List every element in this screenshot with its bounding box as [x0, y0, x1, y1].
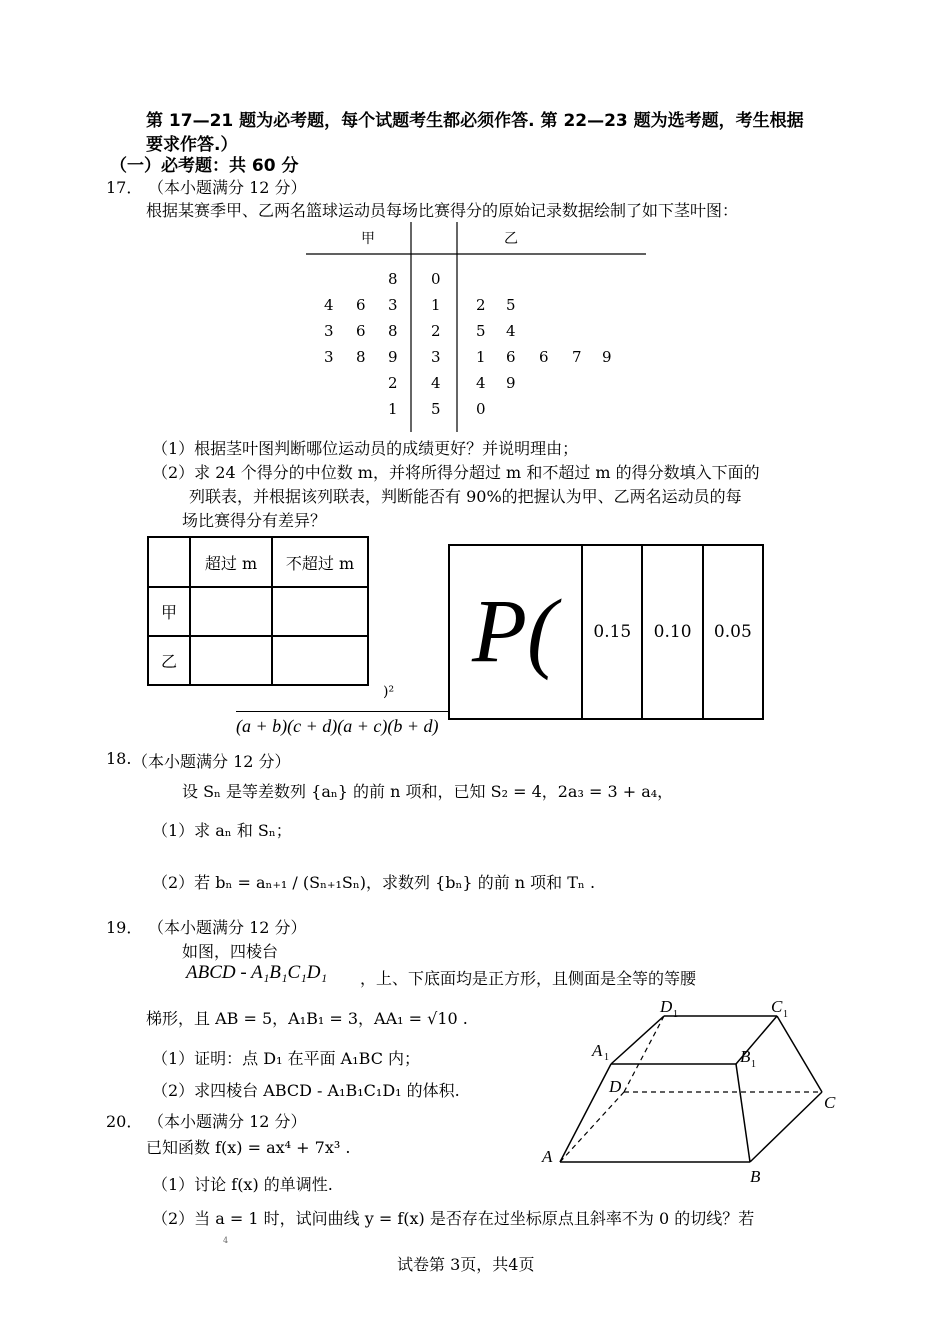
label-B: B: [750, 1167, 761, 1186]
edge-CC1: [777, 1016, 822, 1092]
frustum-figure: [540, 994, 860, 1190]
edge-BC: [750, 1092, 822, 1162]
q19-score: （本小题满分 12 分）: [148, 918, 307, 937]
leaf-left: 3: [388, 296, 398, 314]
label-D: D: [609, 1077, 622, 1096]
q19-line1: 如图，四棱台: [182, 942, 279, 961]
q17-part2-c: 场比赛得分有差异？: [182, 511, 327, 530]
q17-intro: 根据某赛季甲、乙两名篮球运动员每场比赛得分的原始记录数据绘制了如下茎叶图：: [146, 201, 739, 220]
leaf-right: 0: [476, 400, 486, 418]
edge-DD1-hidden: [624, 1016, 664, 1092]
q20-part1: （1）讨论 f(x) 的单调性.: [152, 1175, 333, 1194]
edge-AD-hidden: [560, 1092, 624, 1162]
leaf-right: 4: [506, 322, 516, 340]
leaf-right: 4: [476, 374, 486, 392]
leaf-right: 9: [602, 348, 612, 366]
label-A: A: [542, 1147, 553, 1166]
leaf-right: 2: [476, 296, 486, 314]
q18-part2: （2）若 bₙ = aₙ₊₁ / (Sₙ₊₁Sₙ)，求数列 {bₙ} 的前 n 项和 Tₙ .: [152, 873, 596, 892]
stem-leaf-plot: [306, 222, 651, 432]
p-value-cell: 0.05: [703, 545, 763, 719]
contingency-table: [147, 536, 369, 686]
edge-AA1: [560, 1064, 611, 1162]
q20-stem: 已知函数 f(x) = ax⁴ + 7x³ .: [146, 1138, 351, 1157]
label-B1-sub: 1: [751, 1059, 756, 1070]
instruction-line-2: 要求作答.）: [146, 135, 238, 155]
leaf-left: 4: [324, 296, 334, 314]
leaf-left: 3: [324, 322, 334, 340]
stem-value: 0: [431, 270, 441, 288]
q17-score: （本小题满分 12 分）: [148, 178, 307, 197]
q18-stem: 设 Sₙ 是等差数列 {aₙ} 的前 n 项和，已知 S₂ = 4，2a₃ = 3 + a₄，: [182, 782, 674, 801]
q20-part2: （2）当 a = 1 时，试问曲线 y = f(x) 是否存在过坐标原点且斜率不为 0 的切线？若: [152, 1209, 755, 1228]
contingency-cell: [272, 636, 368, 685]
formula-fraction-bar: [236, 711, 448, 712]
critical-value-table: [448, 544, 764, 720]
stem-value: 4: [431, 374, 441, 392]
edge-D1A1: [611, 1016, 664, 1064]
stem-value: 2: [431, 322, 441, 340]
stem-leaf-header-jia: 甲: [361, 231, 375, 247]
q18-number: 18.: [106, 749, 132, 768]
leaf-left: 3: [324, 348, 334, 366]
contingency-cell: [272, 587, 368, 636]
contingency-row-jia: 甲: [148, 587, 190, 636]
q20-number: 20．: [106, 1112, 143, 1131]
contingency-corner: [148, 537, 190, 587]
leaf-left: 1: [388, 400, 398, 418]
label-C: C: [824, 1093, 836, 1112]
q17-number: 17．: [106, 178, 143, 197]
q18-part1: （1）求 aₙ 和 Sₙ；: [152, 821, 292, 840]
leaf-left: 2: [388, 374, 398, 392]
stem-value: 1: [431, 296, 441, 314]
q20-score: （本小题满分 12 分）: [148, 1112, 307, 1131]
leaf-left: 8: [356, 348, 366, 366]
q19-number: 19．: [106, 918, 143, 937]
p-value-cell: 0.10: [642, 545, 702, 719]
contingency-cell: [190, 587, 272, 636]
q17-part2-b: 列联表，并根据该列联表，判断能否有 90%的把握认为甲、乙两名运动员的每: [189, 487, 742, 506]
leaf-right: 7: [572, 348, 582, 366]
label-D1: D: [660, 997, 673, 1016]
q19-line3: 梯形，且 AB = 5，A₁B₁ = 3，AA₁ = √10 .: [146, 1009, 468, 1028]
contingency-row-yi: 乙: [148, 636, 190, 685]
leaf-left: 8: [388, 322, 398, 340]
leaf-right: 9: [506, 374, 516, 392]
p-value-cell: 0.15: [582, 545, 642, 719]
leaf-right: 5: [476, 322, 486, 340]
leaf-left: 9: [388, 348, 398, 366]
formula-denominator: (a + b)(c + d)(a + c)(b + d): [236, 716, 439, 736]
contingency-header-notover: 不超过 m: [272, 537, 368, 587]
leaf-left: 8: [388, 270, 398, 288]
q17-part1: （1）根据茎叶图判断哪位运动员的成绩更好？并说明理由；: [152, 439, 579, 458]
stem-leaf-header-yi: 乙: [504, 231, 518, 247]
label-A1-sub: 1: [604, 1052, 609, 1063]
leaf-left: 6: [356, 322, 366, 340]
leaf-right: 6: [506, 348, 516, 366]
q19-part1: （1）证明：点 D₁ 在平面 A₁BC 内；: [152, 1049, 421, 1068]
q18-score: （本小题满分 12 分）: [132, 752, 291, 771]
label-A1: A: [592, 1041, 603, 1060]
stem-value: 3: [431, 348, 441, 366]
q19-part2: （2）求四棱台 ABCD - A₁B₁C₁D₁ 的体积.: [152, 1081, 460, 1100]
contingency-header-over: 超过 m: [190, 537, 272, 587]
tiny-mark: 4: [223, 1236, 229, 1245]
section-title: （一）必考题：共 60 分: [110, 156, 299, 176]
label-B1: B: [740, 1047, 751, 1066]
leaf-left: 6: [356, 296, 366, 314]
label-C1-sub: 1: [783, 1009, 788, 1020]
label-C1: C: [771, 997, 783, 1016]
edge-BB1: [736, 1064, 750, 1162]
leaf-right: 5: [506, 296, 516, 314]
formula-fragment-top: )²: [383, 684, 395, 700]
q19-line2-rest: ，上、下底面均是正方形，且侧面是全等的等腰: [360, 969, 697, 988]
leaf-right: 1: [476, 348, 486, 366]
stem-value: 5: [431, 400, 441, 418]
label-D1-sub: 1: [673, 1009, 678, 1020]
leaf-right: 6: [539, 348, 549, 366]
p-symbol: P(: [449, 545, 582, 719]
q17-part2-a: （2）求 24 个得分的中位数 m，并将所得分超过 m 和不超过 m 的得分数填入下面的: [152, 463, 760, 482]
page-footer: 试卷第 3页，共4页: [397, 1255, 535, 1274]
q19-solid-name: ABCD - A₁B₁C₁D₁: [186, 962, 328, 983]
instruction-line-1: 第 17—21 题为必考题，每个试题考生都必须作答. 第 22—23 题为选考题，考生根据: [146, 111, 804, 131]
contingency-cell: [190, 636, 272, 685]
